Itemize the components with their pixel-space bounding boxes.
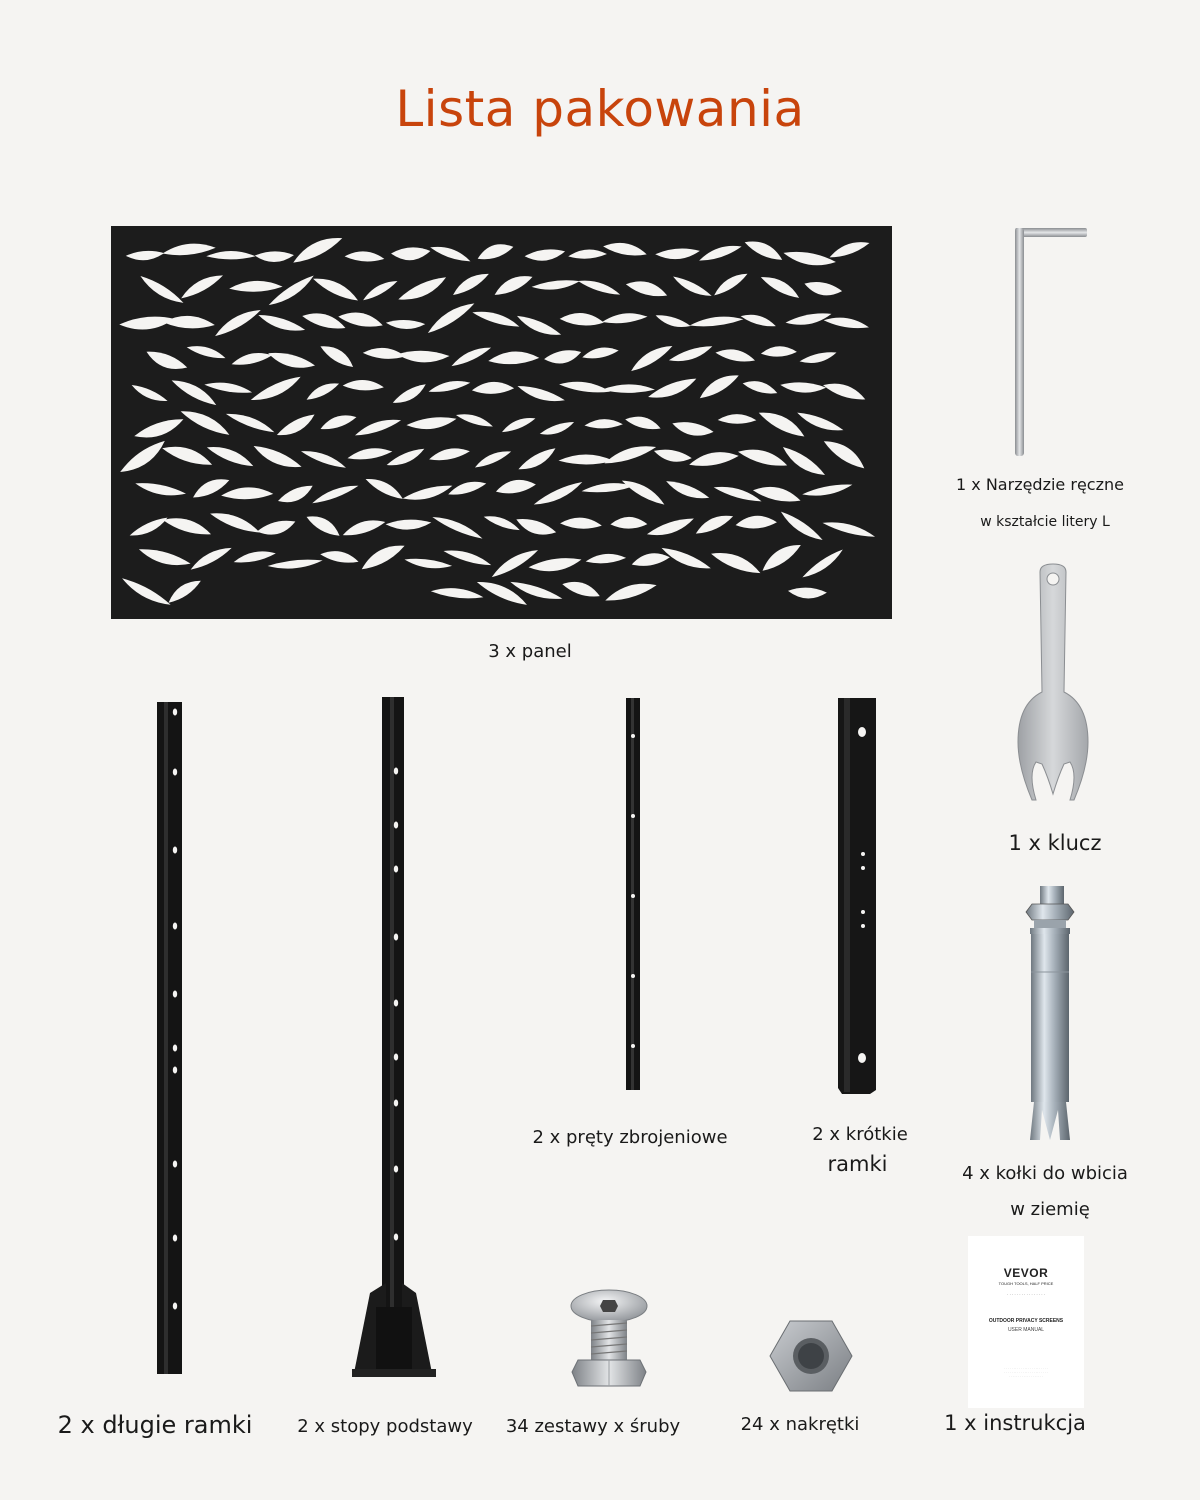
anchor-label-line1: 4 x kołki do wbicia bbox=[962, 1163, 1128, 1184]
hex-key-label-line2: w kształcie litery L bbox=[980, 514, 1110, 530]
frame-hole bbox=[173, 1067, 177, 1074]
frame-hole bbox=[173, 709, 177, 716]
ground-anchor-image bbox=[1010, 882, 1090, 1144]
short-frame-label-line1: 2 x krótkie bbox=[812, 1124, 908, 1145]
base-feet-label: 2 x stopy podstawy bbox=[297, 1416, 473, 1437]
page-title: Lista pakowania bbox=[395, 80, 805, 138]
frame-hole bbox=[173, 769, 177, 776]
frame-hole bbox=[173, 991, 177, 998]
frame-hole bbox=[173, 1161, 177, 1168]
frame-hole bbox=[394, 822, 398, 829]
frame-hole bbox=[173, 1045, 177, 1052]
manual-label: 1 x instrukcja bbox=[944, 1411, 1086, 1435]
manual-fine-print: · · · · · · · · · · · · · · · · · · · · · · · · · · · · · · · · · · · · · · · · · · · · · · · · · · · · · · · · · · · · · · · · · · · bbox=[1004, 1366, 1048, 1378]
frame-hole bbox=[394, 1100, 398, 1107]
manual-notice-text: · · · · · · · · · · · · · · · · bbox=[1007, 1292, 1045, 1297]
leaf-pattern-graphic bbox=[111, 226, 892, 619]
short-frame-label-line2: ramki bbox=[827, 1152, 888, 1176]
screw-set-image bbox=[566, 1288, 652, 1390]
frame-hole bbox=[394, 866, 398, 873]
frame-hole bbox=[173, 1303, 177, 1310]
base-foot-image bbox=[350, 693, 440, 1383]
frame-hole bbox=[394, 768, 398, 775]
hex-key-label-line1: 1 x Narzędzie ręczne bbox=[956, 475, 1124, 494]
frame-hole bbox=[173, 1235, 177, 1242]
panel-label: 3 x panel bbox=[488, 641, 572, 662]
decorative-panel-image bbox=[111, 226, 892, 619]
manual-subtitle: USER MANUAL bbox=[1007, 1327, 1045, 1333]
rebar-image bbox=[620, 696, 646, 1092]
manual-product: OUTDOOR PRIVACY SCREENS bbox=[988, 1318, 1064, 1324]
short-frame-image bbox=[832, 694, 882, 1096]
frame-hole bbox=[394, 934, 398, 941]
long-frames-label: 2 x długie ramki bbox=[57, 1411, 253, 1439]
nuts-label: 24 x nakrętki bbox=[740, 1414, 860, 1435]
wrench-image bbox=[1012, 562, 1094, 806]
nut-image bbox=[768, 1317, 854, 1395]
manual-tagline: TOUGH TOOLS, HALF PRICE bbox=[998, 1281, 1054, 1286]
frame-hole bbox=[394, 1166, 398, 1173]
wrench-label: 1 x klucz bbox=[1008, 831, 1102, 855]
hex-key-image bbox=[995, 222, 1095, 462]
long-frame-image bbox=[150, 698, 190, 1376]
user-manual-image bbox=[968, 1236, 1084, 1408]
rebar-label: 2 x pręty zbrojeniowe bbox=[532, 1127, 728, 1148]
frame-hole bbox=[173, 923, 177, 930]
frame-hole bbox=[173, 847, 177, 854]
screws-label: 34 zestawy x śruby bbox=[505, 1416, 681, 1437]
anchor-label-line2: w ziemię bbox=[1010, 1199, 1090, 1220]
frame-hole bbox=[394, 1054, 398, 1061]
manual-brand: VEVOR bbox=[1003, 1266, 1049, 1280]
frame-hole bbox=[394, 1000, 398, 1007]
frame-hole bbox=[394, 1234, 398, 1241]
